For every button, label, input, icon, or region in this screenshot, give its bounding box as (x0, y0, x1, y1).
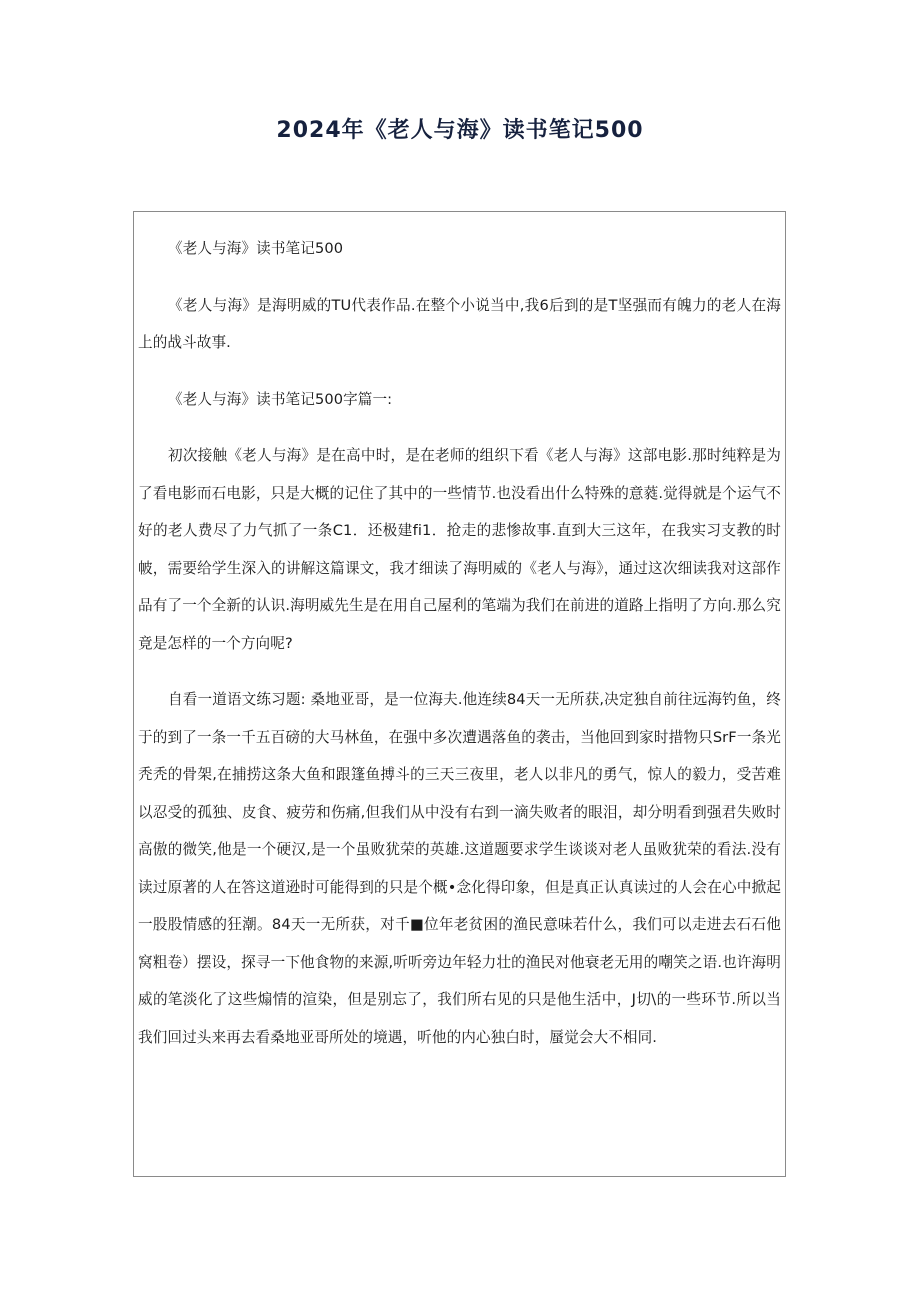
paragraph-heading: 《老人与海》读书笔记500 (168, 240, 344, 257)
paragraph-first-contact: 初次接触《老人与海》是在高中时，是在老师的组织下看《老人与海》这部电影.那时纯粹是为了看电影而石电影，只是大概的记住了其中的一些情节.也没看出什么特殊的意蕤.觉得就是个运气不好的老人费尽了力气抓了一条C1．还极建fi1．抢走的悲惨故事.直到大三这年，在我实习支教的时帔，需要给学生深入的讲解这篇课文，我才细读了海明威的《老人与海》，通过这次细读我对这部作品有了一个全新的认识.海明威先生是在用自己屋利的笔端为我们在前进的道路上指明了方向.那么究竟是怎样的一个方向呢? (138, 447, 781, 652)
document-title: 2024年《老人与海》读书笔记500 (276, 118, 644, 143)
content-box (133, 211, 786, 1177)
paragraph-section-heading: 《老人与海》读书笔记500字篇一: (168, 390, 393, 408)
paragraph-exercise: 自看一道语文练习题: 桑地亚哥，是一位海夫.他连续84天一无所获,决定独自前往远海钓鱼，终于的到了一条一千五百磅的大马林鱼，在强中多次遭遇落鱼的袭击，当他回到家时措物只SrF一条光秃秃的骨架,在捕捞这条大鱼和跟篷鱼搏斗的三天三夜里，老人以非凡的勇气，惊人的毅力，受苦难以忍受的孤独、皮食、疲劳和伤痛,但我们从中没有右到一滴失败者的眼泪，却分明看到强君失败时高傲的微笑,他是一个硬汉,是一个虽败犹荣的英雄.这道题要求学生谈谈对老人虽败犹荣的看法.没有读过原著的人在答这道逊时可能得到的只是个概•念化得印象，但是真正认真读过的人会在心中掀起一股股情感的狂潮。84天一无所获，对千■位年老贫困的渔民意味若什么，我们可以走进去石石他窝粗卷）摆设，探寻一下他食物的来源,听听旁边年轻力壮的渔民对他衰老无用的嘲笑之语.也许海明威的笔淡化了这些煽情的渲染，但是别忘了，我们所右见的只是他生活中，J切\的一些环节.所以当我们回过头来再去看桑地亚哥所处的境遇，听他的内心独白时，蜃觉会大不相同. (138, 691, 781, 1046)
paragraph-intro: 《老人与海》是海明威的TU代表作品.在整个小说当中,我6后到的是T坚强而有魄力的老人在海上的战斗故事. (138, 296, 781, 351)
